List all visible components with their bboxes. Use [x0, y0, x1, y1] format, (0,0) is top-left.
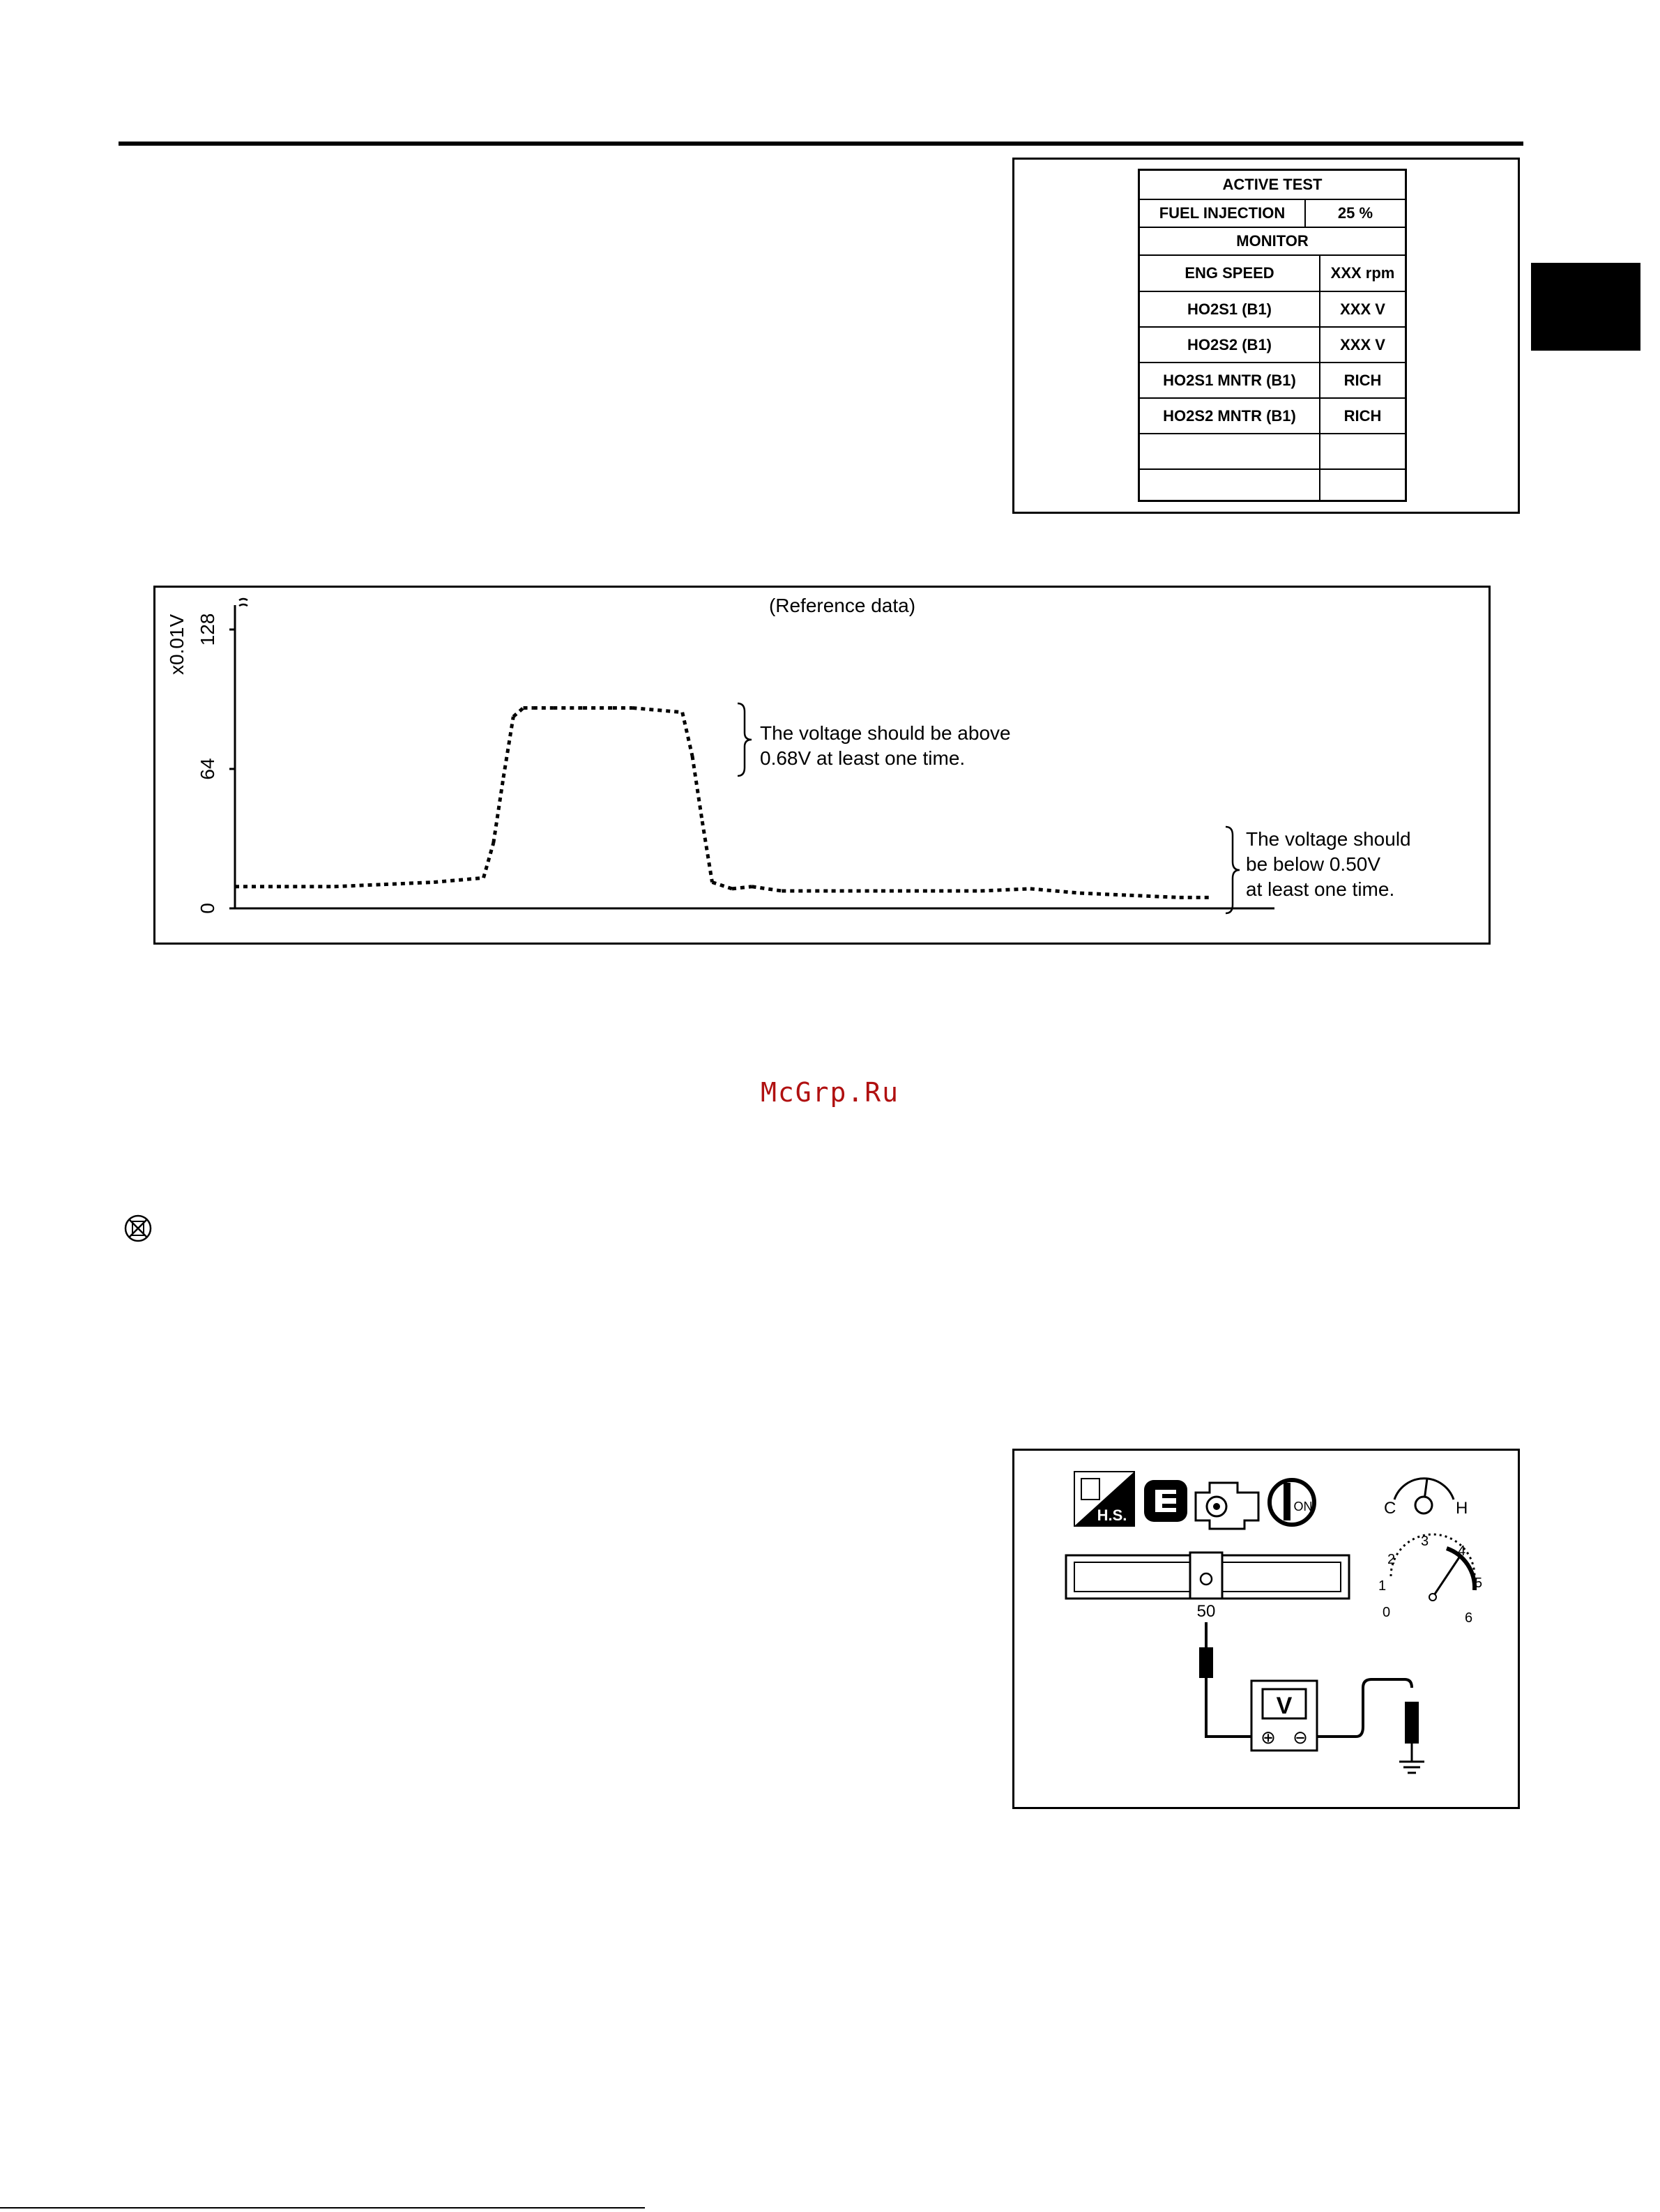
- table-row: [1140, 328, 1405, 363]
- negative-probe: [1405, 1702, 1419, 1744]
- y-ticks: [197, 613, 235, 914]
- reference-chart-panel: [153, 586, 1491, 945]
- brace-icon: [738, 703, 752, 776]
- series-segment: [384, 883, 434, 885]
- series-segment: [1080, 893, 1129, 895]
- chart-title: (Reference data): [768, 595, 916, 616]
- monitor-item-label: HO2S1 MNTR (B1): [1163, 371, 1296, 389]
- y-axis-label: x0.01V: [166, 613, 188, 675]
- table-row: [1140, 363, 1405, 399]
- y-tick-label: 128: [197, 613, 218, 646]
- voltage-check-diagram: [1014, 1451, 1518, 1807]
- bottom-rule: [0, 2207, 645, 2209]
- monitor-item-label: HO2S2 MNTR (B1): [1163, 406, 1296, 425]
- connector-icon: [1144, 1480, 1187, 1522]
- do-not-disassemble-icon: [123, 1213, 153, 1244]
- series-segment: [981, 889, 1030, 891]
- temperature-gauge-icon: [1384, 1479, 1468, 1518]
- series-segment: [702, 821, 712, 883]
- monitor-item-label: [1140, 434, 1319, 468]
- top-rule: [119, 142, 1523, 146]
- series-segment: [434, 878, 483, 882]
- annotation-above-line1: The voltage should be above: [760, 722, 1011, 744]
- fuel-injection-value: 25 %: [1304, 200, 1405, 227]
- voltmeter-label: V: [1276, 1693, 1293, 1719]
- minus-terminal: ⊖: [1293, 1727, 1308, 1748]
- ignition-on-label: ON: [1293, 1500, 1313, 1513]
- series-segment: [732, 887, 752, 889]
- ignition-on-icon: [1270, 1480, 1314, 1525]
- monitor-item-label: HO2S2 (B1): [1187, 335, 1272, 353]
- tach-tick: 6: [1465, 1610, 1473, 1626]
- series-segment: [503, 717, 513, 778]
- table-row: [1140, 200, 1405, 228]
- gauge-cold-label: C: [1384, 1499, 1396, 1518]
- series-segment: [683, 712, 692, 756]
- reference-chart: [155, 588, 1488, 943]
- tach-tick: 4: [1458, 1543, 1466, 1559]
- ground-icon: [1399, 1762, 1424, 1773]
- hs-icon-label: H.S.: [1097, 1507, 1127, 1524]
- positive-probe: [1199, 1647, 1213, 1678]
- annotation-below-line1: The voltage should: [1246, 828, 1411, 850]
- fuel-injection-label: FUEL INJECTION: [1159, 204, 1286, 222]
- tach-tick: 1: [1378, 1578, 1387, 1594]
- series-segment: [484, 843, 494, 878]
- section-tab: [1531, 263, 1640, 351]
- gauge-hot-label: H: [1456, 1499, 1468, 1518]
- monitor-item-value: [1319, 470, 1405, 500]
- tach-tick: 0: [1383, 1605, 1391, 1620]
- table-row: [1140, 171, 1405, 200]
- table-row: [1140, 434, 1405, 470]
- hs-icon: [1074, 1472, 1134, 1526]
- monitor-item-value: XXX V: [1319, 292, 1405, 326]
- axis-break-icon: [239, 599, 248, 606]
- table-row: [1140, 292, 1405, 328]
- monitor-item-value: [1319, 434, 1405, 468]
- tach-tick: 2: [1387, 1552, 1396, 1567]
- y-axis-label-group: [166, 614, 188, 675]
- engine-icon: [1196, 1483, 1258, 1529]
- voltage-check-panel: [1012, 1449, 1520, 1809]
- active-test-title: ACTIVE TEST: [1222, 176, 1323, 193]
- active-test-panel: [1012, 158, 1520, 514]
- annotation-below-line3: at least one time.: [1246, 878, 1395, 900]
- series-segment: [513, 708, 523, 717]
- series-segment: [335, 885, 384, 887]
- annotation-above-line2: 0.68V at least one time.: [760, 747, 966, 769]
- table-row: [1140, 399, 1405, 434]
- monitor-item-label: [1140, 470, 1319, 500]
- monitor-item-label: ENG SPEED: [1185, 264, 1274, 282]
- voltmeter-icon: [1251, 1681, 1317, 1750]
- terminal-number: 50: [1196, 1602, 1216, 1621]
- tach-tick: 3: [1421, 1534, 1429, 1549]
- table-row: [1140, 470, 1405, 500]
- tach-tick: 5: [1475, 1576, 1483, 1591]
- active-test-table: [1138, 169, 1407, 502]
- series-segment: [692, 756, 702, 821]
- tachometer-icon: [1378, 1534, 1482, 1626]
- monitor-label: MONITOR: [1236, 232, 1309, 250]
- y-tick-label: 0: [197, 903, 218, 914]
- monitor-item-value: RICH: [1319, 363, 1405, 397]
- monitor-item-label: HO2S1 (B1): [1187, 300, 1272, 318]
- brace-icon: [1226, 827, 1240, 913]
- plus-terminal: ⊕: [1261, 1727, 1276, 1748]
- series-line: [235, 708, 1209, 898]
- series-segment: [1030, 889, 1080, 893]
- series-segment: [712, 883, 732, 889]
- monitor-item-value: XXX V: [1319, 328, 1405, 362]
- table-row: [1140, 228, 1405, 256]
- watermark: McGrp.Ru: [760, 1077, 900, 1108]
- annotation-below-line2: be below 0.50V: [1246, 853, 1381, 875]
- series-segment: [632, 708, 682, 712]
- monitor-item-value: XXX rpm: [1319, 256, 1405, 291]
- series-segment: [752, 887, 782, 891]
- table-row: [1140, 256, 1405, 292]
- series-segment: [1129, 895, 1179, 897]
- series-segment: [494, 778, 503, 844]
- y-tick-label: 64: [197, 758, 218, 780]
- monitor-item-value: RICH: [1319, 399, 1405, 433]
- ecm-connector: [1066, 1553, 1349, 1599]
